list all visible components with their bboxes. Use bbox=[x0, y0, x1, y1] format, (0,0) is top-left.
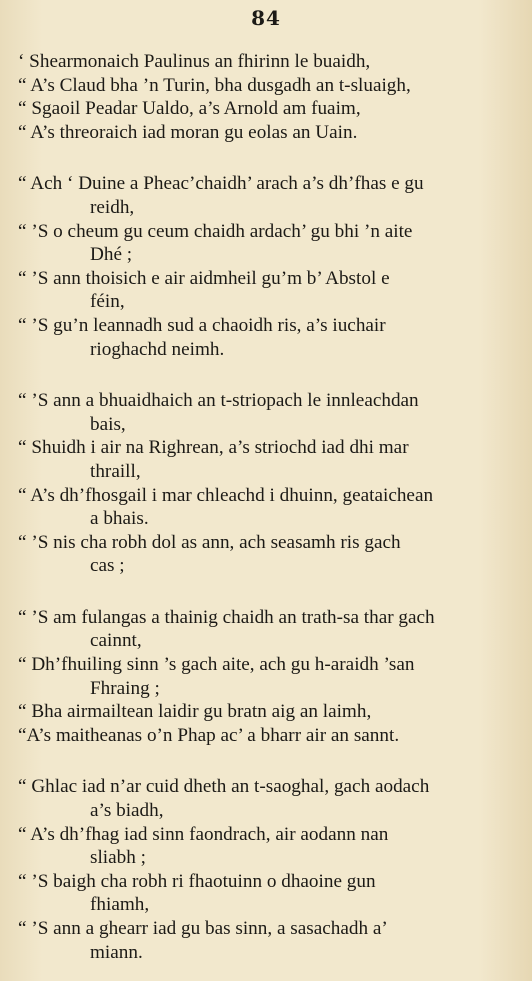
verse-line-text: “ Bha airmailtean laidir gu bratn aig an laimh, bbox=[18, 701, 372, 723]
verse-line bbox=[18, 917, 514, 964]
verse-line-continuation: Dhé ; bbox=[90, 244, 133, 266]
verse-line-text: “ ’S ann thoisich e air aidmheil gu’m b’ Abstol e bbox=[18, 267, 390, 289]
stanza bbox=[18, 50, 514, 144]
verse-line bbox=[18, 97, 514, 121]
verse-line bbox=[18, 50, 514, 74]
verse-line-text: “ A’s threoraich iad moran gu eolas an Uain. bbox=[18, 121, 358, 143]
verse-line-text: “ Ach ‘ Duine a Pheac’chaidh’ arach a’s dh’fhas e gu bbox=[18, 173, 424, 195]
verse-line bbox=[18, 775, 514, 822]
verse-line bbox=[18, 314, 514, 361]
verse-line-continuation: miann. bbox=[90, 941, 143, 963]
stanza bbox=[18, 172, 514, 361]
verse-line-text: “ Ghlac iad n’ar cuid dheth an t-saoghal, gach aodach bbox=[18, 776, 430, 798]
verse-line bbox=[18, 606, 514, 653]
verse-line bbox=[18, 823, 514, 870]
verse-line-text: “ ’S nis cha robh dol as ann, ach seasamh ris gach bbox=[18, 531, 401, 553]
verse-line-text: “ ’S o cheum gu ceum chaidh ardach’ gu bhi ’n aite bbox=[18, 220, 413, 242]
verse-line-continuation: thraill, bbox=[90, 460, 141, 482]
verse-line bbox=[18, 436, 514, 483]
verse-line-continuation: reidh, bbox=[90, 196, 135, 218]
verse-line-continuation: rioghachd neimh. bbox=[90, 338, 225, 360]
verse-line-continuation: Fhraing ; bbox=[90, 677, 160, 699]
verse-line-text: “ ’S am fulangas a thainig chaidh an trath-sa thar gach bbox=[18, 606, 435, 628]
verse-line-text: “ A’s Claud bha ’n Turin, bha dusgadh an t-sluaigh, bbox=[18, 74, 411, 96]
page-number: 84 bbox=[251, 6, 281, 30]
verse-line-continuation: cas ; bbox=[90, 555, 125, 577]
verse-line bbox=[18, 389, 514, 436]
verse-line-text: “ Shuidh i air na Righrean, a’s striochd iad dhi mar bbox=[18, 437, 409, 459]
verse-line-continuation: a’s biadh, bbox=[90, 800, 164, 822]
verse-line-continuation: féin, bbox=[90, 291, 125, 313]
verse-line-text: “ Sgaoil Peadar Ualdo, a’s Arnold am fuaim, bbox=[18, 98, 361, 120]
verse-line bbox=[18, 700, 514, 724]
verse-line bbox=[18, 74, 514, 98]
verse-line bbox=[18, 870, 514, 917]
poem bbox=[18, 50, 514, 964]
verse-line-continuation: sliabh ; bbox=[90, 847, 146, 869]
verse-line bbox=[18, 267, 514, 314]
verse-line-text: “ ’S ann a ghearr iad gu bas sinn, a sasachadh a’ bbox=[18, 918, 388, 939]
verse-line-text: ‘ Shearmonaich Paulinus an fhirinn le buaidh, bbox=[18, 51, 371, 72]
verse-line-text: “ A’s dh’fhosgail i mar chleachd i dhuinn, geataichean bbox=[18, 484, 434, 506]
verse-line-text: “ ’S baigh cha robh ri fhaotuinn o dhaoine gun bbox=[18, 870, 376, 892]
verse-line-continuation: fhiamh, bbox=[90, 894, 150, 916]
verse-line-text: “ A’s dh’fhag iad sinn faondrach, air aodann nan bbox=[18, 823, 389, 845]
verse-line-text: “ ’S gu’n leannadh sud a chaoidh ris, a’s iuchair bbox=[18, 314, 386, 336]
verse-line-text: “ Dh’fhuiling sinn ’s gach aite, ach gu h-araidh ’san bbox=[18, 654, 415, 676]
verse-line bbox=[18, 531, 514, 578]
verse-line bbox=[18, 220, 514, 267]
verse-line bbox=[18, 121, 514, 145]
verse-line-continuation: bais, bbox=[90, 413, 126, 435]
verse-line-continuation: cainnt, bbox=[90, 630, 142, 652]
verse-line bbox=[18, 172, 514, 219]
verse-line bbox=[18, 653, 514, 700]
stanza bbox=[18, 389, 514, 578]
verse-line bbox=[18, 484, 514, 531]
verse-line-continuation: a bhais. bbox=[90, 508, 149, 530]
stanza bbox=[18, 775, 514, 964]
verse-line bbox=[18, 724, 514, 748]
stanza bbox=[18, 606, 514, 748]
verse-line-text: “ ’S ann a bhuaidhaich an t-striopach le innleachdan bbox=[18, 390, 419, 412]
verse-line-text: “A’s maitheanas o’n Phap ac’ a bharr air an sannt. bbox=[18, 724, 400, 746]
